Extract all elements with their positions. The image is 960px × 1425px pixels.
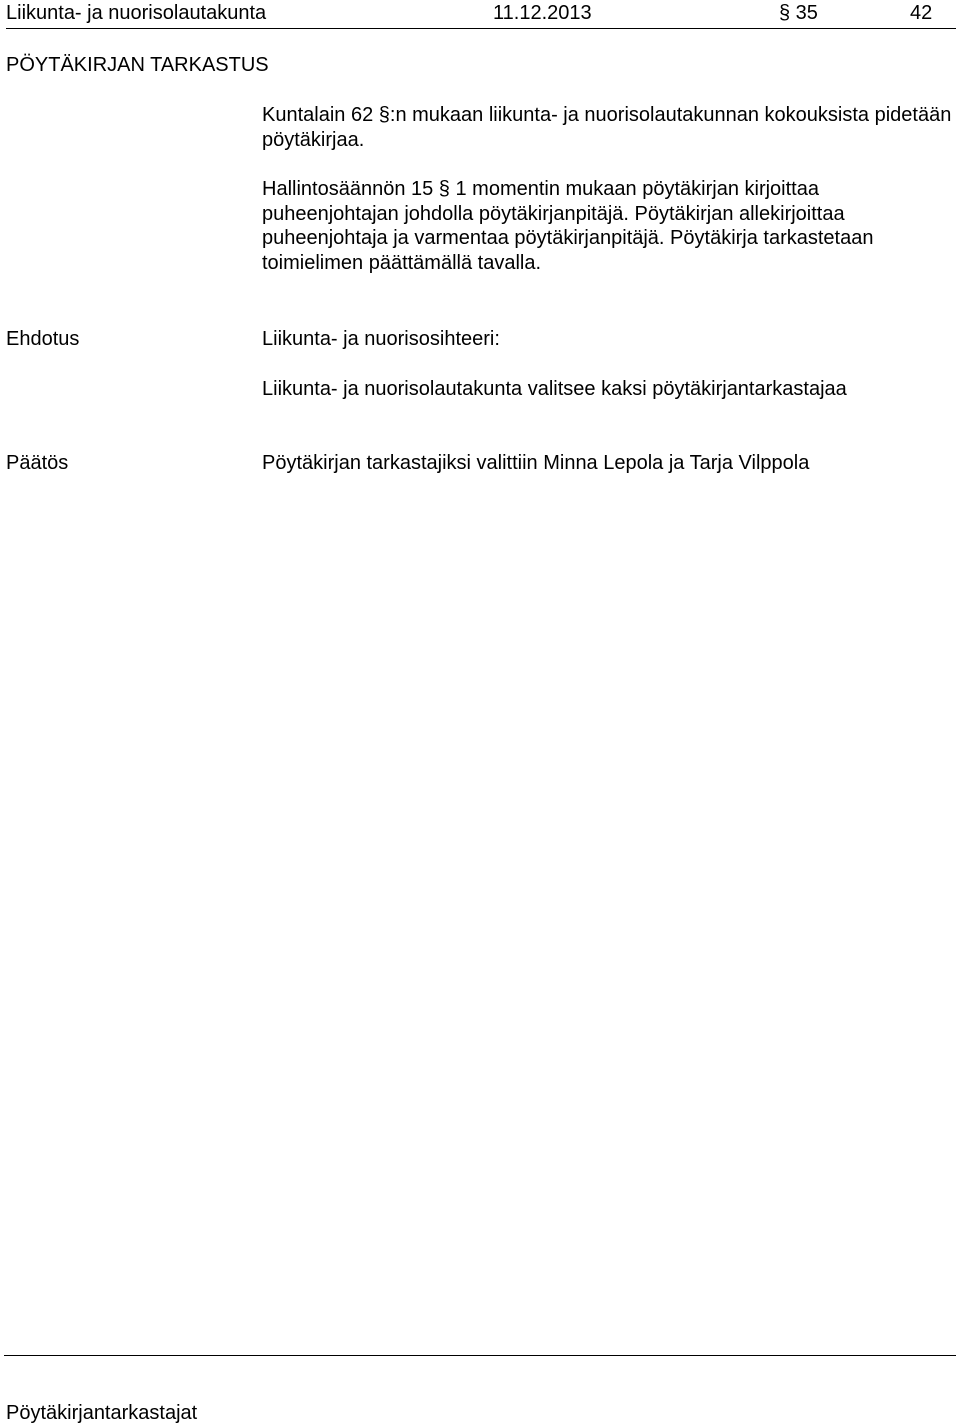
header-page-number: 42	[910, 2, 933, 24]
body-paragraph-legal-basis: Kuntalain 62 §:n mukaan liikunta- ja nuorisolautakunnan kokouksista pidetään pöytäkirjaa.	[262, 104, 952, 151]
decision-text: Pöytäkirjan tarkastajiksi valittiin Minna Lepola ja Tarja Vilppola	[262, 452, 810, 474]
footer-label: Pöytäkirjantarkastajat	[6, 1402, 198, 1424]
body-paragraph-procedure: Hallintosäännön 15 § 1 momentin mukaan pöytäkirjan kirjoittaa puheenjohtajan johdolla pöytäkirjanpitäjä. Pöytäkirjan allekirjoittaa puheenjohtaja ja varmentaa pöytäkirjanpitäjä. Pöytäkirja tarkastetaan toimielimen päättämällä tavalla.	[262, 178, 874, 275]
header-date: 11.12.2013	[493, 2, 592, 24]
section-title: PÖYTÄKIRJAN TARKASTUS	[6, 54, 269, 76]
header-section-number: § 35	[779, 2, 818, 24]
proposal-text: Liikunta- ja nuorisolautakunta valitsee kaksi pöytäkirjantarkastajaa	[262, 378, 847, 400]
proposal-proposer: Liikunta- ja nuorisosihteeri:	[262, 328, 500, 350]
decision-label: Päätös	[6, 452, 69, 474]
footer-divider	[4, 1355, 956, 1356]
proposal-label: Ehdotus	[6, 328, 80, 350]
header-organization: Liikunta- ja nuorisolautakunta	[6, 2, 267, 24]
page-header	[6, 0, 956, 29]
